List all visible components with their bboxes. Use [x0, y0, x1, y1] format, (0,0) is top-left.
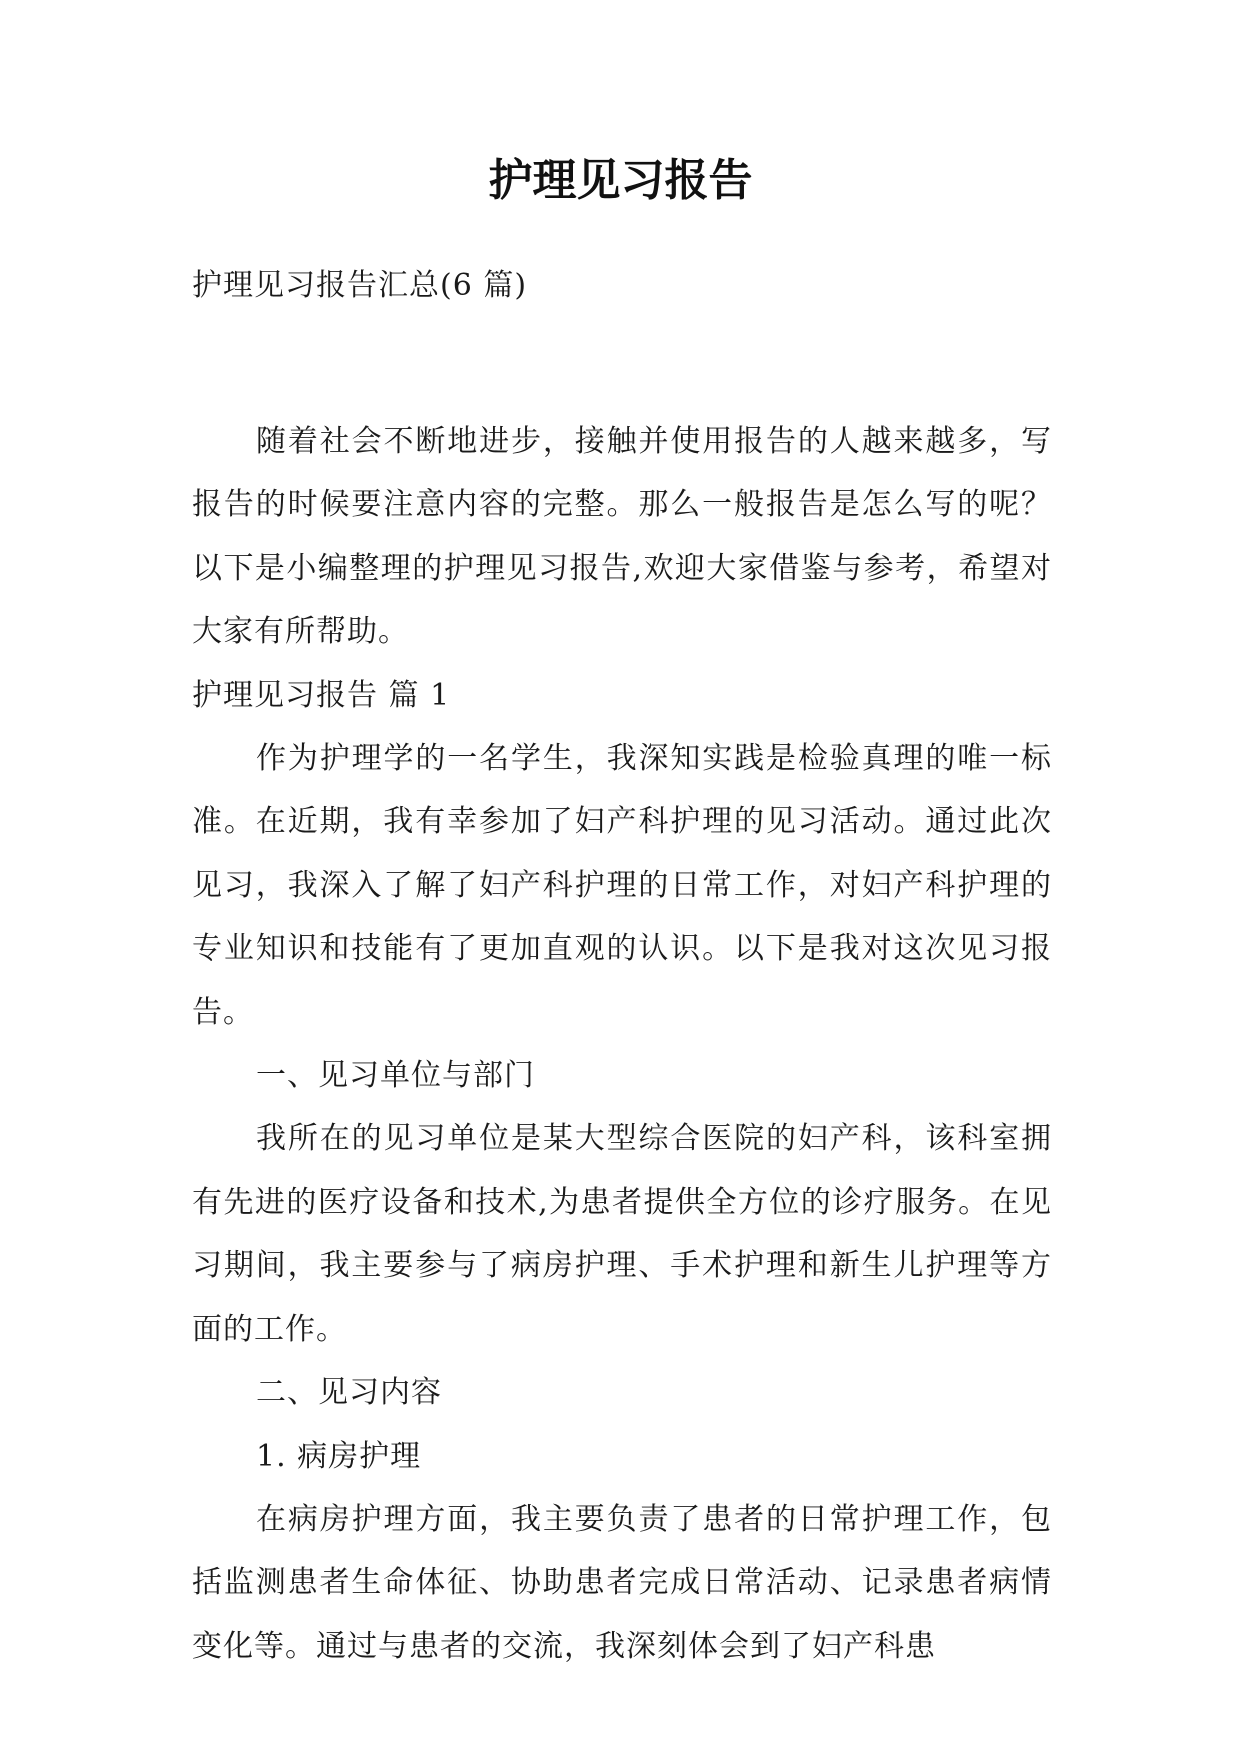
- subsection-heading-ward-care: 1. 病房护理: [256, 1438, 422, 1474]
- document-body: [192, 410, 1052, 1678]
- document-subtitle: 护理见习报告汇总(6 篇): [192, 268, 528, 303]
- intro-paragraph: 随着社会不断地进步，接触并使用报告的人越来越多，写报告的时候要注意内容的完整。那么一般报告是怎么写的呢？以下是小编整理的护理见习报告,欢迎大家借鉴与参考，希望对大家有所帮助。: [192, 424, 1052, 650]
- body-paragraph: 作为护理学的一名学生，我深知实践是检验真理的唯一标准。在近期，我有幸参加了妇产科护理的见习活动。通过此次见习，我深入了解了妇产科护理的日常工作，对妇产科护理的专业知识和技能有了更加直观的认识。以下是我对这次见习报告。: [192, 741, 1052, 1030]
- section-heading-content: 二、见习内容: [256, 1375, 442, 1411]
- body-paragraph: 我所在的见习单位是某大型综合医院的妇产科，该科室拥有先进的医疗设备和技术,为患者提供全方位的诊疗服务。在见习期间，我主要参与了病房护理、手术护理和新生儿护理等方面的工作。: [192, 1121, 1052, 1347]
- section-heading-part-1: 护理见习报告 篇 1: [192, 677, 451, 713]
- document-title: 护理见习报告: [488, 155, 753, 206]
- body-paragraph: 在病房护理方面，我主要负责了患者的日常护理工作，包括监测患者生命体征、协助患者完成日常活动、记录患者病情变化等。通过与患者的交流，我深刻体会到了妇产科患: [192, 1501, 1052, 1664]
- section-heading-unit: 一、见习单位与部门: [256, 1058, 535, 1094]
